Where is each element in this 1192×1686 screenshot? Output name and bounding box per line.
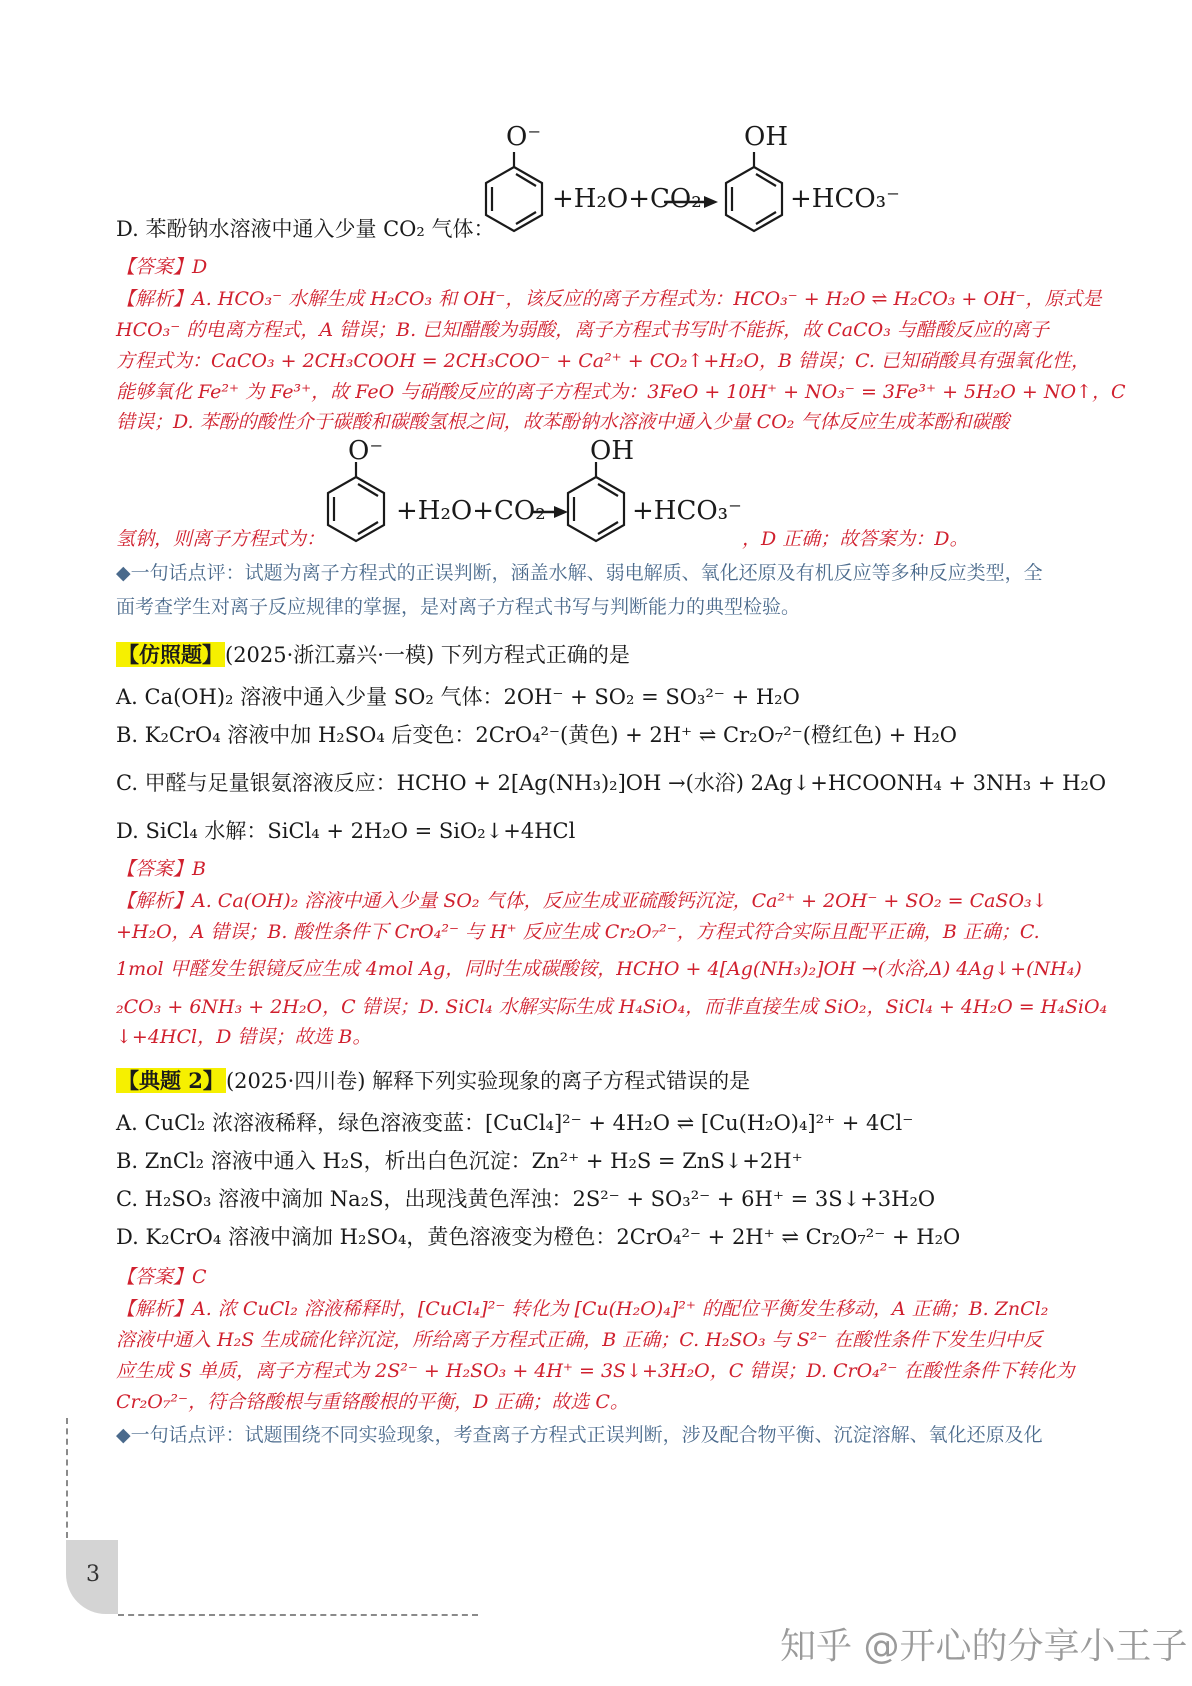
q3-stem: (2025·四川卷) 解释下列实验现象的离子方程式错误的是 bbox=[225, 1069, 751, 1093]
q2-header bbox=[116, 640, 630, 670]
q3-analysis-line-4: Cr₂O₇²⁻，符合铬酸根与重铬酸根的平衡，D 正确；故选 C。 bbox=[116, 1391, 629, 1413]
q2-option-b: B. K₂CrO₄ 溶液中加 H₂SO₄ 后变色：2CrO₄²⁻(黄色) + 2H⁺ ⇌ Cr₂O₇²⁻(橙红色) + H₂O bbox=[116, 723, 957, 747]
q3-comment: ◆一句话点评：试题围绕不同实验现象，考查离子方程式正误判断，涉及配合物平衡、沉淀溶解、氧化还原及化 bbox=[116, 1424, 1043, 1446]
q3-analysis-line-3: 应生成 S 单质，离子方程式为 2S²⁻ + H₂SO₃ + 4H⁺ = 3S↓+3H₂O，C 错误；D. CrO₄²⁻ 在酸性条件下转化为 bbox=[116, 1360, 1075, 1382]
footer-dashed-line bbox=[118, 1614, 478, 1616]
watermark: 知乎 @开心的分享小王子 bbox=[780, 1626, 1188, 1667]
q2-option-a: A. Ca(OH)₂ 溶液中通入少量 SO₂ 气体：2OH⁻ + SO₂ = SO₃²⁻ + H₂O bbox=[116, 685, 800, 709]
q1-answer: 【答案】D bbox=[116, 256, 208, 278]
q2-analysis-line-5: ↓+4HCl，D 错误；故选 B。 bbox=[116, 1026, 372, 1048]
q1-analysis-line-1: 【解析】A. HCO₃⁻ 水解生成 H₂CO₃ 和 OH⁻，该反应的离子方程式为：HCO₃⁻ + H₂O ⇌ H₂CO₃ + OH⁻，原式是 bbox=[116, 288, 1102, 310]
substituent-oh-2: OH bbox=[590, 436, 634, 466]
q3-option-b: B. ZnCl₂ 溶液中通入 H₂S，析出白色沉淀：Zn²⁺ + H₂S = ZnS↓+2H⁺ bbox=[116, 1149, 803, 1173]
q1-analysis-tail-left: 氢钠，则离子方程式为： bbox=[116, 528, 326, 550]
product-hco3-2: +HCO₃⁻ bbox=[632, 496, 742, 526]
q3-tag: 【典题 2】 bbox=[118, 1068, 224, 1093]
q3-option-a: A. CuCl₂ 浓溶液稀释，绿色溶液变蓝：[CuCl₄]²⁻ + 4H₂O ⇌ [Cu(H₂O)₄]²⁺ + 4Cl⁻ bbox=[116, 1111, 914, 1135]
q2-answer: 【答案】B bbox=[116, 858, 206, 880]
q1-analysis-line-4: 能够氧化 Fe²⁺ 为 Fe³⁺，故 FeO 与硝酸反应的离子方程式为：3FeO + 10H⁺ + NO₃⁻ = 3Fe³⁺ + 5H₂O + NO↑，C bbox=[116, 381, 1126, 403]
q3-option-c: C. H₂SO₃ 溶液中滴加 Na₂S，出现浅黄色浑浊：2S²⁻ + SO₃²⁻ + 6H⁺ = 3S↓+3H₂O bbox=[116, 1187, 936, 1211]
q1-analysis-line-3: 方程式为：CaCO₃ + 2CH₃COOH = 2CH₃COO⁻ + Ca²⁺ + CO₂↑+H₂O，B 错误；C. 已知硝酸具有强氧化性， bbox=[116, 350, 1090, 372]
q1-analysis-line-5: 错误；D. 苯酚的酸性介于碳酸和碳酸氢根之间，故苯酚钠水溶液中通入少量 CO₂ 气体反应生成苯酚和碳酸 bbox=[116, 411, 1010, 433]
q2-tag: 【仿照题】 bbox=[118, 642, 223, 667]
substituent-oh: OH bbox=[744, 122, 788, 152]
page-number: 3 bbox=[86, 1562, 100, 1587]
q2-analysis-line-1: 【解析】A. Ca(OH)₂ 溶液中通入少量 SO₂ 气体，反应生成亚硫酸钙沉淀，Ca²⁺ + 2OH⁻ + SO₂ = CaSO₃↓ bbox=[116, 890, 1048, 912]
q1-comment-line-1: ◆一句话点评：试题为离子方程式的正误判断，涵盖水解、弱电解质、氧化还原及有机反应等多种反应类型，全 bbox=[116, 562, 1043, 584]
substituent-o-minus-2: O⁻ bbox=[348, 436, 384, 466]
option-d-text: D. 苯酚钠水溶液中通入少量 CO₂ 气体： bbox=[116, 217, 495, 241]
substituent-o-minus: O⁻ bbox=[506, 122, 542, 152]
q2-option-d: D. SiCl₄ 水解：SiCl₄ + 2H₂O = SiO₂↓+4HCl bbox=[116, 819, 576, 843]
q3-analysis-line-1: 【解析】A. 浓 CuCl₂ 溶液稀释时，[CuCl₄]²⁻ 转化为 [Cu(H₂O)₄]²⁺ 的配位平衡发生移动，A 正确；B. ZnCl₂ bbox=[116, 1298, 1049, 1320]
q3-analysis-line-2: 溶液中通入 H₂S 生成硫化锌沉淀，所给离子方程式正确，B 正确；C. H₂SO₃ 与 S²⁻ 在酸性条件下发生归中反 bbox=[116, 1329, 1043, 1351]
benzene-ring-left-2 bbox=[328, 462, 384, 541]
benzene-ring-right bbox=[726, 152, 782, 231]
q1-analysis-line-2: HCO₃⁻ 的电离方程式，A 错误；B. 已知醋酸为弱酸，离子方程式书写时不能拆，故 CaCO₃ 与醋酸反应的离子 bbox=[116, 319, 1049, 341]
q1-analysis-tail-right: ，D 正确；故答案为：D。 bbox=[742, 528, 969, 550]
reactants-h2o-co2: +H₂O+CO₂ bbox=[552, 184, 702, 214]
q3-answer: 【答案】C bbox=[116, 1266, 207, 1288]
benzene-ring-left bbox=[486, 152, 542, 231]
q2-analysis-line-2: +H₂O，A 错误；B. 酸性条件下 CrO₄²⁻ 与 H⁺ 反应生成 Cr₂O₇²⁻，方程式符合实际且配平正确，B 正确；C. bbox=[116, 921, 1040, 943]
product-hco3: +HCO₃⁻ bbox=[790, 184, 900, 214]
q2-analysis-line-3: 1mol 甲醛发生银镜反应生成 4mol Ag，同时生成碳酸铵，HCHO + 4[Ag(NH₃)₂]OH →(水浴,Δ) 4Ag↓+(NH₄) bbox=[116, 958, 1082, 980]
benzene-ring-right-2 bbox=[568, 462, 624, 541]
q2-analysis-line-4: ₂CO₃ + 6NH₃ + 2H₂O，C 错误；D. SiCl₄ 水解实际生成 H₄SiO₄，而非直接生成 SiO₂，SiCl₄ + 4H₂O = H₄SiO₄ bbox=[116, 996, 1108, 1018]
q3-option-d: D. K₂CrO₄ 溶液中滴加 H₂SO₄，黄色溶液变为橙色：2CrO₄²⁻ + 2H⁺ ⇌ Cr₂O₇²⁻ + H₂O bbox=[116, 1225, 961, 1249]
q2-stem: (2025·浙江嘉兴·一模) 下列方程式正确的是 bbox=[225, 643, 630, 667]
reactants-h2o-co2-2: +H₂O+CO₂ bbox=[396, 496, 546, 526]
q2-option-c: C. 甲醛与足量银氨溶液反应：HCHO + 2[Ag(NH₃)₂]OH →(水浴) 2Ag↓+HCOONH₄ + 3NH₃ + H₂O bbox=[116, 771, 1107, 795]
page-margin-dashed-line bbox=[66, 1418, 68, 1538]
q3-header bbox=[116, 1066, 750, 1096]
q1-comment-line-2: 面考查学生对离子反应规律的掌握，是对离子方程式书写与判断能力的典型检验。 bbox=[116, 596, 801, 618]
